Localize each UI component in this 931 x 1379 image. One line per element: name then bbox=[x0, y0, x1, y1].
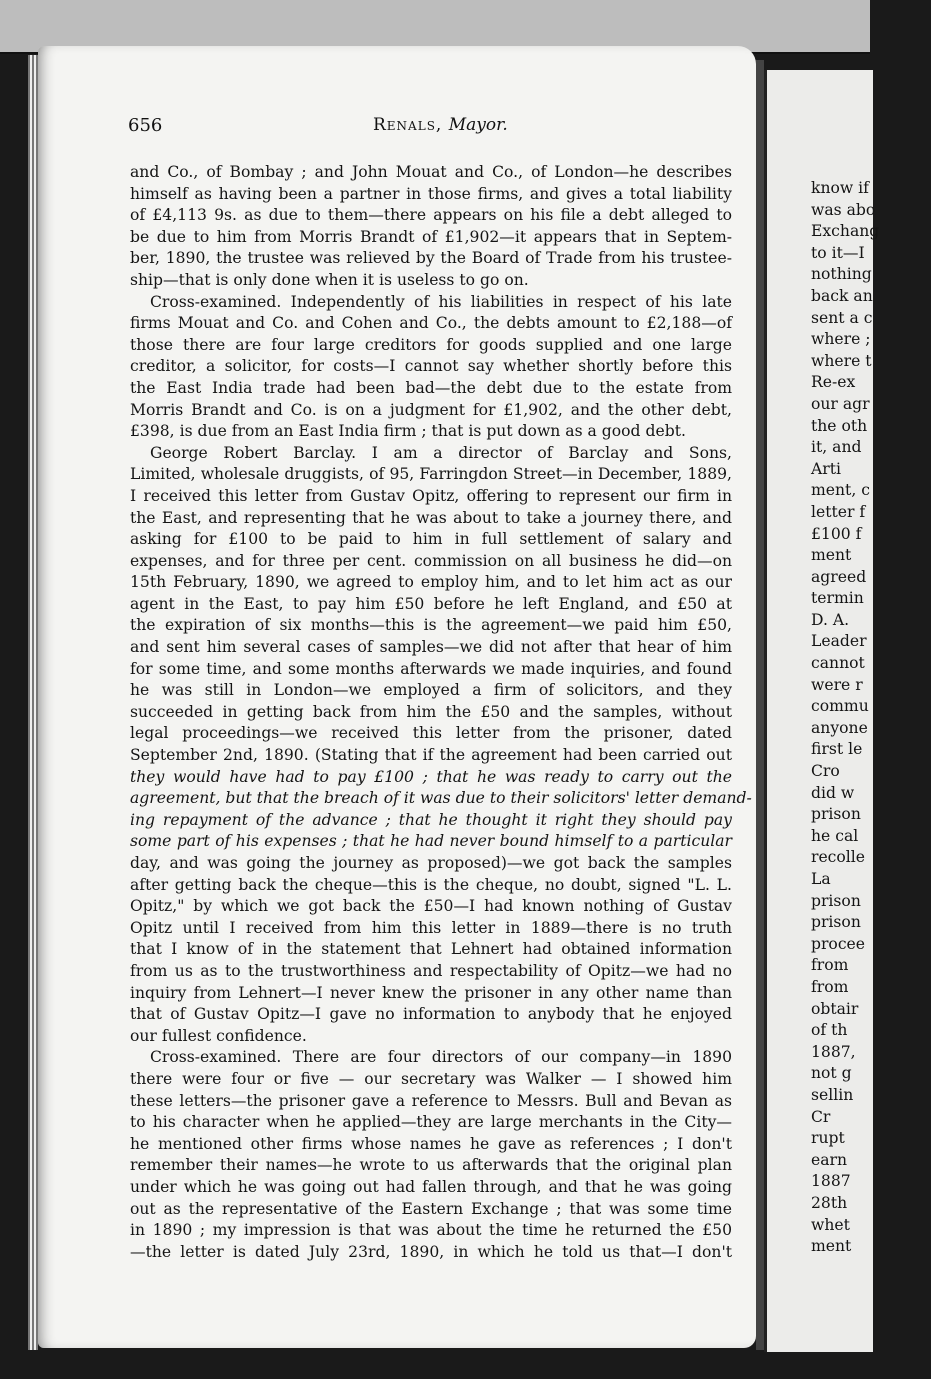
right-page-line: prison bbox=[811, 913, 861, 932]
text-line: some part of his expenses ; that he had never bound himself to a particular bbox=[130, 832, 732, 851]
right-page-line: Arti bbox=[811, 459, 841, 478]
text-line: Cross-examined. Independently of his liabilities in respect of his late bbox=[150, 292, 732, 311]
running-head-name: Renals, bbox=[373, 115, 443, 135]
right-page-line: of th bbox=[811, 1021, 848, 1040]
text-line: I received this letter from Gustav Opitz, offering to represent our firm in bbox=[130, 486, 732, 505]
page-number: 656 bbox=[128, 115, 163, 136]
right-page-line: back an bbox=[811, 286, 873, 305]
right-page-line: prison bbox=[811, 805, 861, 824]
text-line: Opitz until I received from him this letter in 1889—there is no truth bbox=[130, 918, 732, 937]
right-page-line: 1887 bbox=[811, 1172, 851, 1191]
right-page-line: know if bbox=[811, 179, 869, 197]
right-page-line: was abo bbox=[811, 200, 876, 219]
text-line: for some time, and some months afterwards we made inquiries, and found bbox=[130, 659, 732, 678]
text-line: from us as to the trustworthiness and respectability of Opitz—we had no bbox=[130, 961, 732, 980]
text-line: the expiration of six months—this is the agreement—we paid him £50, bbox=[130, 616, 732, 635]
text-line: agreement, but that the breach of it was due to their solicitors' letter demand- bbox=[130, 789, 752, 808]
text-line: remember their names—he wrote to us afterwards that the original plan bbox=[130, 1156, 732, 1175]
right-page-line: he cal bbox=[811, 826, 859, 845]
right-page-line: letter f bbox=[811, 502, 866, 521]
right-page-fragment bbox=[764, 70, 880, 1352]
right-page-line: prison bbox=[811, 891, 861, 910]
right-page-line: from bbox=[811, 977, 849, 996]
text-line: legal proceedings—we received this letter from the prisoner, dated bbox=[130, 724, 732, 743]
text-line: of £4,113 9s. as due to them—there appears on his file a debt alleged to bbox=[130, 206, 732, 225]
right-page-line: nothing bbox=[811, 265, 872, 284]
right-page-line: earn bbox=[811, 1150, 848, 1169]
right-page-line: Cr bbox=[811, 1107, 831, 1126]
text-line: 15th February, 1890, we agreed to employ him, and to let him act as our bbox=[130, 573, 732, 592]
right-page-line: sellin bbox=[811, 1085, 854, 1104]
text-line: he was still in London—we employed a firm of solicitors, and they bbox=[130, 681, 732, 700]
text-line: under which he was going out had fallen through, and that he was going bbox=[130, 1177, 732, 1196]
text-line: out as the representative of the Eastern Exchange ; that was some time bbox=[130, 1199, 732, 1218]
right-page-line: Re-ex bbox=[811, 373, 856, 392]
text-line: be due to him from Morris Brandt of £1,902—it appears that in Septem- bbox=[130, 227, 732, 246]
text-line: those there are four large creditors for goods supplied and one large bbox=[130, 335, 732, 354]
right-page-line: commu bbox=[811, 697, 869, 716]
right-page-line: where ; bbox=[811, 330, 871, 349]
text-line: that of Gustav Opitz—I gave no information to anybody that he enjoyed bbox=[130, 1005, 732, 1024]
right-page-line: D. A. bbox=[811, 610, 850, 629]
text-line: after getting back the cheque—this is the cheque, no doubt, signed "L. L. bbox=[130, 875, 732, 894]
text-line: in 1890 ; my impression is that was about the time he returned the £50 bbox=[130, 1221, 732, 1240]
right-page-line: anyone bbox=[811, 718, 868, 737]
text-line: and sent him several cases of samples—we did not after that hear of him bbox=[130, 638, 732, 657]
right-page-line: to it—I bbox=[811, 243, 865, 262]
page-header bbox=[128, 115, 728, 143]
text-line: there were four or five — our secretary was Walker — I showed him bbox=[130, 1069, 732, 1088]
book-gutter bbox=[756, 60, 764, 1350]
right-page-line: Cro bbox=[811, 762, 840, 781]
text-line: ing repayment of the advance ; that he thought it right they should pay bbox=[130, 810, 732, 829]
text-line: the East India trade had been bad—the debt due to the estate from bbox=[130, 378, 732, 397]
text-line: ber, 1890, the trustee was relieved by the Board of Trade from his trustee- bbox=[130, 249, 732, 268]
right-page-line: sent a c bbox=[811, 308, 873, 327]
text-line: to his character when he applied—they are large merchants in the City— bbox=[130, 1113, 732, 1132]
right-page-line: the oth bbox=[811, 416, 868, 435]
text-line: Limited, wholesale druggists, of 95, Farringdon Street—in December, 1889, bbox=[130, 465, 732, 484]
text-line: the East, and representing that he was about to take a journey there, and bbox=[130, 508, 732, 527]
text-line: Morris Brandt and Co. is on a judgment for £1,902, and the other debt, bbox=[130, 400, 732, 419]
text-line: Cross-examined. There are four directors of our company—in 1890 bbox=[150, 1048, 732, 1067]
right-page-line: it, and bbox=[811, 438, 862, 457]
right-page-line: 1887, bbox=[811, 1042, 856, 1061]
right-page-line: procee bbox=[811, 934, 866, 953]
right-page-line: Leader bbox=[811, 632, 867, 651]
text-line: Opitz," by which we got back the £50—I had known nothing of Gustav bbox=[130, 897, 732, 916]
text-line: himself as having been a partner in those firms, and gives a total liability bbox=[130, 184, 732, 203]
text-line: they would have had to pay £100 ; that he was ready to carry out the bbox=[130, 767, 732, 786]
text-line: September 2nd, 1890. (Stating that if the agreement had been carried out bbox=[130, 746, 732, 765]
text-line: day, and was going the journey as proposed)—we got back the samples bbox=[130, 854, 732, 872]
right-page-line: from bbox=[811, 956, 849, 975]
right-page-line: agreed bbox=[811, 567, 867, 586]
right-page-text bbox=[811, 178, 931, 1258]
text-line: inquiry from Lehnert—I never knew the prisoner in any other name than bbox=[130, 983, 732, 1002]
text-line: expenses, and for three per cent. commission on all business he did—on bbox=[130, 551, 732, 570]
text-line: ship—that is only done when it is useless to go on. bbox=[130, 270, 529, 289]
right-page-line: recolle bbox=[811, 848, 866, 867]
running-head bbox=[373, 115, 508, 135]
right-page-line: Exchang bbox=[811, 222, 880, 241]
text-line: creditor, a solicitor, for costs—I cannot say whether shortly before this bbox=[130, 357, 732, 376]
text-line: £398, is due from an East India firm ; that is put down as a good debt. bbox=[130, 422, 686, 441]
text-line: these letters—the prisoner gave a reference to Messrs. Bull and Bevan as bbox=[130, 1091, 732, 1110]
right-page-line: ment bbox=[811, 546, 852, 565]
text-line: George Robert Barclay. I am a director of Barclay and Sons, bbox=[150, 443, 732, 462]
text-line: and Co., of Bombay ; and John Mouat and Co., of London—he describes bbox=[130, 163, 732, 181]
text-line: succeeded in getting back from him the £50 and the samples, without bbox=[130, 702, 732, 721]
right-page-line: rupt bbox=[811, 1129, 845, 1148]
right-page-line: first le bbox=[811, 740, 863, 759]
right-page-line: our agr bbox=[811, 394, 870, 413]
body-text bbox=[130, 162, 752, 1263]
right-page-line: cannot bbox=[811, 654, 865, 673]
running-head-title: Mayor. bbox=[448, 115, 508, 135]
text-line: that I know of in the statement that Lehnert had obtained information bbox=[130, 940, 732, 959]
right-page-line: not g bbox=[811, 1064, 852, 1083]
text-line: agent in the East, to pay him £50 before he left England, and £50 at bbox=[130, 594, 732, 613]
text-line: firms Mouat and Co. and Cohen and Co., the debts amount to £2,188—of bbox=[130, 314, 732, 333]
right-page-line: obtair bbox=[811, 999, 859, 1018]
text-line: our fullest confidence. bbox=[130, 1026, 307, 1045]
right-page-line: where t bbox=[811, 351, 872, 370]
book-page-edges bbox=[28, 55, 38, 1350]
right-page-line: La bbox=[811, 870, 831, 888]
text-line: he mentioned other firms whose names he gave as references ; I don't bbox=[130, 1134, 732, 1153]
right-page-line: 28th bbox=[811, 1193, 848, 1212]
right-page-line: £100 f bbox=[811, 524, 862, 543]
right-page-line: whet bbox=[811, 1215, 850, 1234]
text-line: asking for £100 to be paid to him in full settlement of salary and bbox=[130, 530, 732, 549]
right-page-line: did w bbox=[811, 783, 855, 802]
right-page-line: termin bbox=[811, 589, 864, 608]
right-page-line: ment, c bbox=[811, 481, 870, 500]
right-page-line: ment bbox=[811, 1237, 852, 1256]
text-line: —the letter is dated July 23rd, 1890, in which he told us that—I don't bbox=[130, 1242, 732, 1261]
right-page-line: were r bbox=[811, 675, 863, 694]
